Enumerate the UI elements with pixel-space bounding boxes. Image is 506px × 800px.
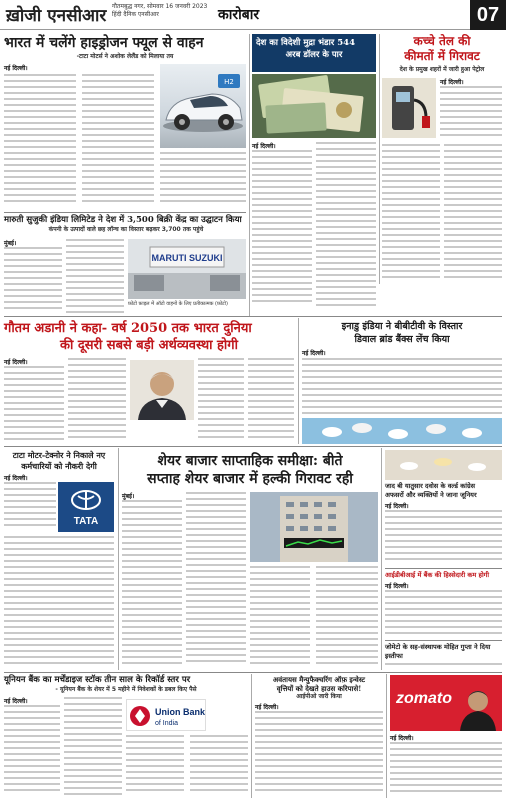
bbtv-body bbox=[302, 358, 502, 418]
page-number: 07 bbox=[470, 0, 506, 30]
tata-body-col1 bbox=[4, 482, 56, 532]
column-divider bbox=[298, 318, 299, 444]
forex-headline-line2: अरब डॉलर के पार bbox=[285, 50, 343, 60]
idbi-body bbox=[385, 590, 502, 638]
pharma-pills-photo bbox=[385, 450, 502, 480]
adani-headline-line2: की दूसरी सबसे बड़ी अर्थव्यवस्था होगी bbox=[60, 338, 238, 353]
idbi-headline: आईडीबीआई में बैंक की हिस्सेदारी कम होगी bbox=[385, 571, 490, 579]
adani-body-col2 bbox=[68, 358, 126, 444]
crude-headline-line1: कच्चे तेल की bbox=[413, 34, 471, 48]
edition-date: गौतमबुद्ध नगर, सोमवार 16 जनवरी 2023 bbox=[112, 3, 208, 10]
market-body-col4 bbox=[316, 566, 378, 670]
union-logo-sub: of India bbox=[155, 720, 178, 727]
forex-body-col1 bbox=[252, 150, 312, 310]
crude-headline-line2: कीमतों में गिरावट bbox=[404, 49, 480, 63]
maruti-body-col1 bbox=[4, 247, 62, 315]
pharma-headline-line1: जाद बी यातुसार दवोस के वर्ल्ड कांग्रेस bbox=[385, 482, 476, 490]
maruti-sign-text: MARUTI SUZUKI bbox=[151, 253, 223, 263]
zomato-brief-body bbox=[385, 663, 502, 670]
adani-portrait-photo bbox=[130, 360, 194, 420]
forex-dateline: नई दिल्ली। bbox=[252, 143, 276, 150]
idbi-dateline: नई दिल्ली। bbox=[385, 583, 409, 590]
union-logo-name: Union Bank bbox=[155, 707, 206, 717]
hydrogen-car-photo bbox=[160, 64, 246, 148]
hydrogen-body-col1 bbox=[4, 74, 76, 210]
crude-body-col1 bbox=[440, 86, 502, 138]
maruti-caption: फ़ोटो फ़ाइल में ऑटो वाहनों के लिए प्रतीकात्मक (फ़ोटो) bbox=[128, 301, 228, 307]
adani-headline-line1: गौतम अडानी ने कहा- वर्ष 2050 तक भारत दुनिया bbox=[4, 321, 252, 336]
column-divider bbox=[249, 34, 250, 316]
section-divider bbox=[4, 672, 502, 673]
hydrogen-dateline: नई दिल्ली। bbox=[4, 65, 28, 72]
zomato-dateline: नई दिल्ली। bbox=[390, 735, 414, 742]
union-body-col2 bbox=[64, 697, 122, 798]
hydrogen-headline: भारत में चलेंगे हाइड्रोजन फ्यूल से वाहन bbox=[4, 35, 204, 51]
masthead bbox=[0, 0, 506, 30]
crude-article bbox=[382, 34, 502, 282]
market-article bbox=[122, 452, 378, 670]
maruti-kicker: कंपनी के उत्पादों वाले छह लॉन्च का विस्तार बढ़कर 3,700 तक पहुंचे bbox=[48, 226, 204, 233]
union-body-col3 bbox=[126, 735, 184, 798]
column-divider bbox=[386, 674, 387, 798]
ipo-headline-line1: अवंतायस मैन्युफैक्चरिंग ऑफ़ इन्वेस्ट bbox=[272, 675, 366, 684]
zomato-body bbox=[390, 742, 502, 798]
ipo-kicker: आईपीओ जारी किया bbox=[296, 693, 342, 700]
column-divider bbox=[118, 448, 119, 670]
market-bse-photo bbox=[250, 492, 378, 562]
tata-body-col2 bbox=[4, 536, 114, 670]
section-divider bbox=[4, 316, 502, 317]
bbtv-headline-line2: डिवाल ब्रांड बैंक्स लेंच किया bbox=[354, 334, 450, 345]
hydrogen-kicker: -टाटा मोटर्स ने अशोक लेलैंड को मिलाया तय bbox=[76, 53, 174, 60]
union-headline: यूनियन बैंक का मर्चेंडाइज स्टॉक तीन साल के रिकॉर्ड स्तर पर bbox=[4, 675, 191, 685]
adani-body-col3 bbox=[198, 358, 244, 444]
column-divider bbox=[379, 34, 380, 284]
union-kicker: - यूनियन बैंक के शेयर में 5 महीने में निवेशकों के डबल किए पैसे bbox=[55, 686, 197, 693]
pharma-headline-line2: अफसरों और व्यक्तियों ने जाना जूनियर bbox=[385, 491, 477, 499]
maruti-showroom-photo bbox=[128, 239, 246, 299]
tata-dateline: नई दिल्ली। bbox=[4, 475, 28, 482]
svg-text:H2: H2 bbox=[224, 78, 234, 86]
crude-pump-photo bbox=[382, 78, 436, 138]
crude-kicker: देश के प्रमुख शहरों में जारी हुआ पेट्रोल bbox=[399, 66, 485, 73]
tata-headline-line1: टाटा मोटर-टेक्नोर ने निकाले नए bbox=[12, 450, 106, 460]
section-divider bbox=[385, 640, 502, 641]
forex-article bbox=[252, 34, 376, 310]
union-body-col4 bbox=[190, 735, 248, 798]
market-headline-line1: शेयर बाजार साप्ताहिक समीक्षा: बीते bbox=[157, 453, 343, 469]
crude-body-col3 bbox=[444, 144, 502, 282]
bbtv-article bbox=[302, 320, 502, 444]
maruti-headline: मारुती सुजुकी इंडिया लिमिटेड ने देश में 3,500 बिक्री केंद्र का उद्घाटन किया bbox=[4, 215, 242, 225]
right-column bbox=[385, 450, 502, 670]
section-title: कारोबार bbox=[218, 7, 260, 23]
tata-logo-text: TATA bbox=[73, 516, 99, 527]
hydrogen-body-col2 bbox=[82, 74, 154, 210]
newspaper-brand: ख़ोजी एनसीआर bbox=[6, 6, 107, 26]
ipo-dateline: नई दिल्ली। bbox=[255, 704, 279, 711]
union-bank-logo bbox=[126, 699, 206, 731]
adani-article bbox=[4, 320, 294, 444]
edition-info bbox=[112, 3, 207, 19]
bbtv-dateline: नई दिल्ली। bbox=[302, 350, 326, 357]
forex-currency-photo bbox=[252, 74, 376, 138]
section-divider bbox=[4, 212, 246, 213]
hydrogen-article bbox=[4, 34, 246, 210]
zomato-photo bbox=[390, 675, 502, 731]
tata-headline-line2: कर्मचारियों को नौकरी देगी bbox=[21, 461, 97, 471]
maruti-article bbox=[4, 215, 248, 315]
hydrogen-body-col3 bbox=[160, 152, 246, 210]
adani-dateline: नई दिल्ली। bbox=[4, 359, 28, 366]
section-divider bbox=[4, 446, 502, 447]
ipo-body bbox=[255, 711, 383, 798]
market-dateline: मुंबई। bbox=[122, 493, 135, 500]
section-divider bbox=[385, 568, 502, 569]
ipo-headline-line2: वृत्तियों को देखते हाउस करिपासे! bbox=[276, 684, 362, 693]
market-headline-line2: सप्ताह शेयर बाजार में हल्की गिरावट रही bbox=[147, 471, 353, 487]
crude-dateline: नई दिल्ली। bbox=[440, 79, 464, 86]
zomato-brief-headline: जोमेटो के सह-संस्थापक मोहित गुप्ता ने दिया इस्तीफा bbox=[385, 643, 491, 660]
maruti-dateline: मुंबई। bbox=[4, 240, 17, 247]
maruti-body-col2 bbox=[66, 239, 124, 315]
pharma-body bbox=[385, 510, 502, 566]
market-body-col1 bbox=[122, 500, 182, 670]
column-divider bbox=[251, 674, 252, 798]
union-article bbox=[4, 675, 248, 798]
tata-logo-photo bbox=[58, 482, 114, 532]
column-divider bbox=[381, 448, 382, 670]
forex-body-col2 bbox=[316, 142, 376, 310]
tata-article bbox=[4, 450, 114, 670]
union-body-col1 bbox=[4, 705, 60, 798]
edition-tagline: हिंदी दैनिक एनसीआर bbox=[112, 11, 159, 18]
union-dateline: नई दिल्ली। bbox=[4, 698, 28, 705]
pharma-dateline: नई दिल्ली। bbox=[385, 503, 409, 510]
ipo-article bbox=[255, 675, 383, 798]
zomato-logo-text: zomato bbox=[396, 690, 452, 707]
bbtv-headline-line1: इनाडु इंडिया ने बीबीटीवी के विस्तार bbox=[341, 321, 463, 332]
bbtv-pills-photo bbox=[302, 418, 502, 444]
market-body-col3 bbox=[250, 566, 310, 670]
adani-body-col4 bbox=[248, 358, 294, 444]
forex-headline-line1: देश का विदेशी मुद्रा भंडार 544 bbox=[256, 38, 355, 48]
market-body-col2 bbox=[186, 492, 246, 670]
crude-body-col2 bbox=[382, 144, 440, 282]
adani-body-col1 bbox=[4, 366, 64, 444]
forex-headline-box bbox=[252, 34, 376, 72]
zomato-article bbox=[390, 675, 502, 798]
